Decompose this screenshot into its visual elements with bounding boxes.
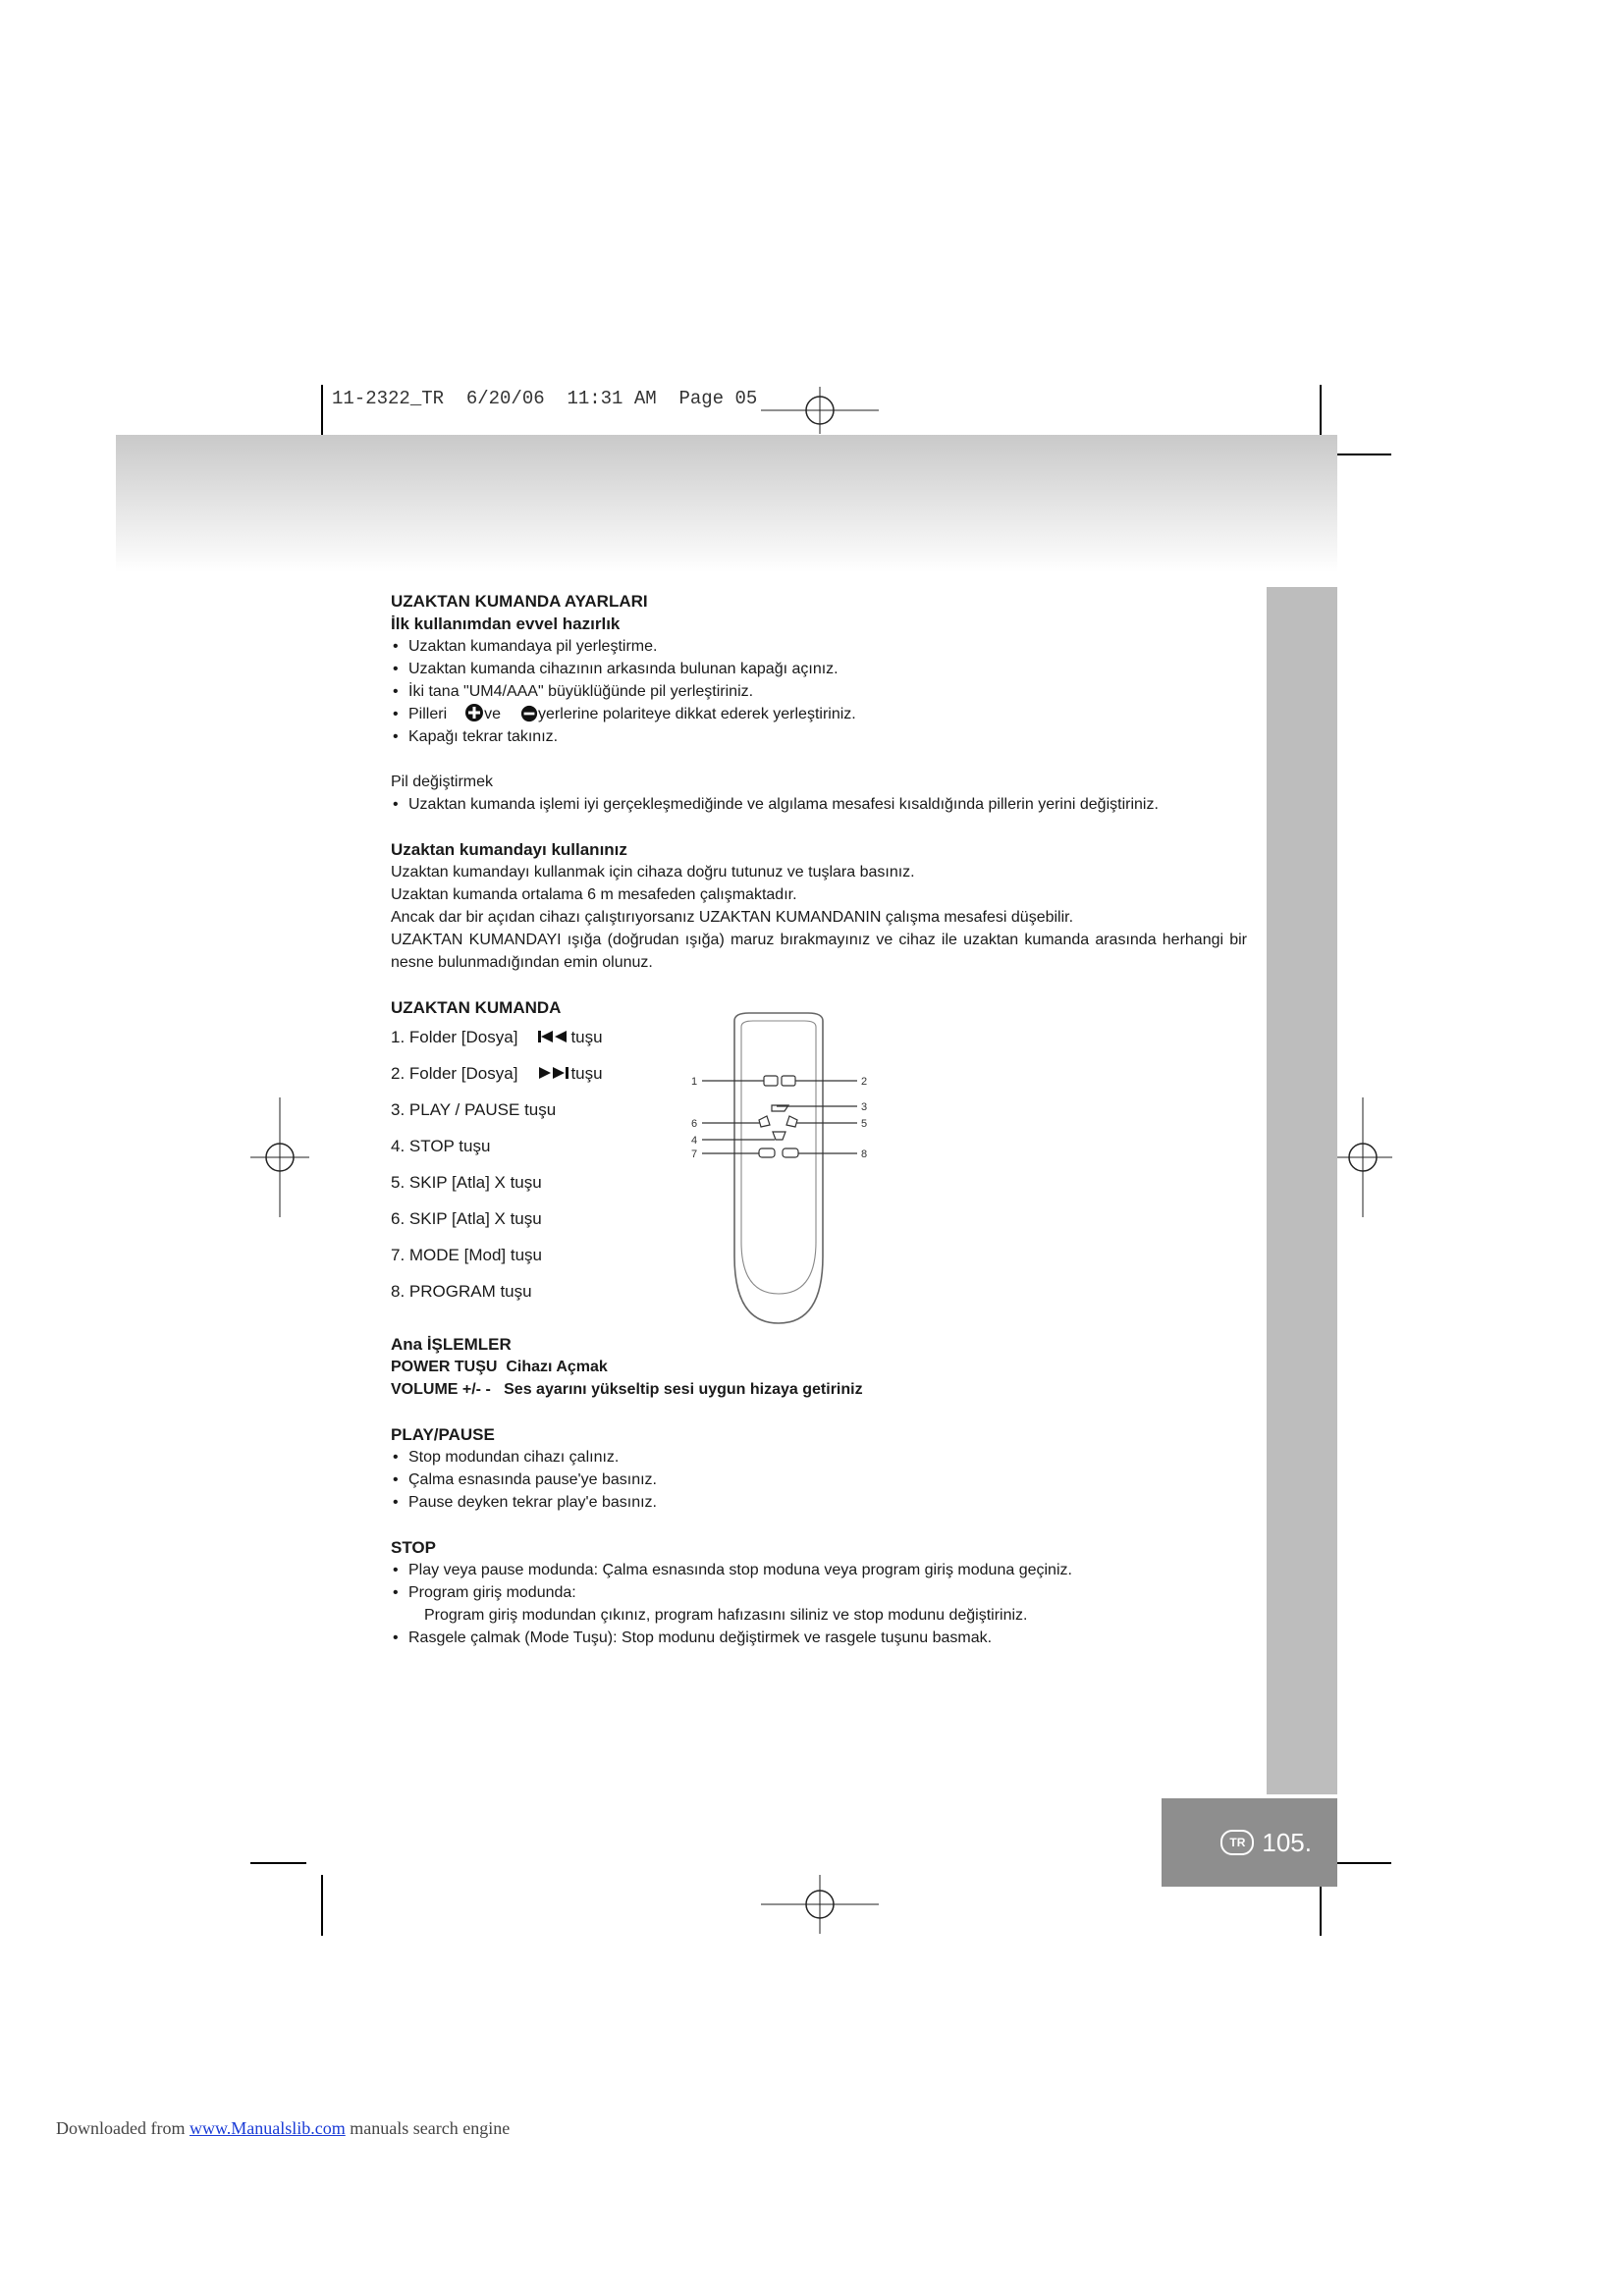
paragraph-line: Uzaktan kumandayı kullanmak için cihaza doğru tutunuz ve tuşlara basınız. bbox=[391, 864, 915, 881]
section-title: UZAKTAN KUMANDA AYARLARI bbox=[391, 592, 648, 611]
page-number: 105. bbox=[1262, 1827, 1312, 1857]
section-title: Uzaktan kumandayı kullanınız bbox=[391, 840, 627, 859]
minus-icon bbox=[520, 705, 538, 722]
remote-button-folder-next bbox=[782, 1076, 795, 1086]
remote-button-program bbox=[783, 1148, 798, 1157]
polarity-ve: ve bbox=[484, 706, 502, 722]
list-item: • Çalma esnasında pause'ye basınız. bbox=[393, 1468, 1247, 1491]
bullet-list bbox=[391, 1446, 1247, 1514]
diagram-label-2: 2 bbox=[861, 1076, 868, 1088]
registration-mark bbox=[761, 381, 879, 440]
polarity-rest: yerlerine polariteye dikkat ederek yerleştiriniz. bbox=[538, 706, 856, 722]
diagram-label-3: 3 bbox=[861, 1101, 868, 1113]
list-item: 8. PROGRAM tuşu bbox=[391, 1282, 532, 1301]
paragraph-line: Ancak dar bir açıdan cihazı çalıştırıyorsanız UZAKTAN KUMANDANIN çalışma mesafesi düşebilir. bbox=[391, 909, 1074, 926]
diagram-label-5: 5 bbox=[861, 1118, 868, 1130]
list-item: 5. SKIP [Atla] X tuşu bbox=[391, 1173, 542, 1192]
registration-mark bbox=[250, 1097, 309, 1217]
list-item: • Program giriş modunda: bbox=[393, 1581, 1247, 1604]
next-track-icon bbox=[537, 1066, 570, 1080]
power-line: POWER TUŞU Cihazı Açmak bbox=[391, 1359, 608, 1375]
diagram-label-4: 4 bbox=[691, 1135, 698, 1147]
list-item: 4. STOP tuşu bbox=[391, 1137, 491, 1155]
list-item-polarity bbox=[393, 703, 1247, 725]
crop-mark bbox=[250, 1862, 306, 1864]
bullet-list bbox=[391, 793, 1247, 816]
crop-mark bbox=[321, 385, 323, 442]
list-item: 1. Folder [Dosya] tuşu bbox=[391, 1028, 603, 1046]
list-item: 7. MODE [Mod] tuşu bbox=[391, 1246, 542, 1264]
bullet-list bbox=[391, 1627, 1247, 1649]
paragraph-line: UZAKTAN KUMANDAYI ışığa (doğrudan ışığa) maruz bırakmayınız ve cihaz ile uzaktan kumanda arasında herhangi bir nesne bulunmadığından emin olunuz. bbox=[391, 932, 1247, 971]
bullet-list bbox=[391, 635, 1247, 748]
section-title: UZAKTAN KUMANDA bbox=[391, 998, 562, 1017]
section-title: PLAY/PAUSE bbox=[391, 1425, 495, 1444]
crop-mark bbox=[1335, 454, 1391, 455]
list-item: • Stop modundan cihazı çalınız. bbox=[393, 1446, 1247, 1468]
bullet-list bbox=[391, 1559, 1247, 1604]
remote-inner-outline bbox=[741, 1021, 816, 1294]
paragraph-line: Uzaktan kumanda ortalama 6 m mesafeden çalışmaktadır. bbox=[391, 886, 797, 903]
side-tab bbox=[1267, 587, 1337, 1794]
list-item: • Play veya pause modunda: Çalma esnasında stop moduna veya program giriş moduna geçiniz. bbox=[393, 1559, 1247, 1581]
page-number-tab bbox=[1162, 1798, 1337, 1887]
footer-prefix: Downloaded from bbox=[56, 2118, 186, 2138]
list-item: 6. SKIP [Atla] X tuşu bbox=[391, 1209, 542, 1228]
list-item: • Uzaktan kumanda cihazının arkasında bulunan kapağı açınız. bbox=[393, 658, 1247, 680]
manualslib-link[interactable]: www.Manualslib.com bbox=[189, 2118, 346, 2138]
download-footer bbox=[56, 2118, 510, 2139]
print-slug: 11-2322_TR 6/20/06 11:31 AM Page 05 bbox=[332, 388, 758, 409]
registration-mark bbox=[761, 1870, 879, 1939]
section-title: Ana İŞLEMLER bbox=[391, 1335, 512, 1354]
crop-mark bbox=[1335, 1862, 1391, 1864]
diagram-label-7: 7 bbox=[691, 1148, 698, 1160]
diagram-label-6: 6 bbox=[691, 1118, 698, 1130]
diagram-label-8: 8 bbox=[861, 1148, 868, 1160]
section-title: Pil değiştirmek bbox=[391, 774, 494, 790]
plus-icon bbox=[464, 703, 484, 722]
list-item: • Uzaktan kumanda işlemi iyi gerçekleşmediğinde ve algılama mesafesi kısaldığında pillerin yerini değiştiriniz. bbox=[393, 793, 1247, 816]
remote-control-diagram bbox=[691, 1011, 896, 1325]
crop-mark bbox=[1320, 385, 1322, 442]
remote-button-folder-prev bbox=[764, 1076, 778, 1086]
list-item-text: Pilleri bbox=[408, 706, 448, 722]
diagram-label-1: 1 bbox=[691, 1076, 698, 1088]
list-item: • Rasgele çalmak (Mode Tuşu): Stop modunu değiştirmek ve rasgele tuşunu basmak. bbox=[393, 1627, 1247, 1649]
list-item: • Pause deyken tekrar play'e basınız. bbox=[393, 1491, 1247, 1514]
registration-mark bbox=[1333, 1097, 1392, 1217]
language-badge: TR bbox=[1220, 1830, 1254, 1855]
footer-suffix: manuals search engine bbox=[350, 2118, 511, 2138]
section-title: STOP bbox=[391, 1538, 436, 1557]
volume-line: VOLUME +/- - Ses ayarını yükseltip sesi uygun hizaya getiriniz bbox=[391, 1381, 863, 1398]
remote-button-mode bbox=[759, 1148, 775, 1157]
manual-content bbox=[391, 590, 1247, 1649]
remote-button-stop bbox=[773, 1132, 785, 1140]
list-item: • Kapağı tekrar takınız. bbox=[393, 725, 1247, 748]
list-item: • Uzaktan kumandaya pil yerleştirme. bbox=[393, 635, 1247, 658]
header-band bbox=[116, 435, 1337, 572]
remote-button-skip-left bbox=[759, 1116, 770, 1127]
section-subtitle: İlk kullanımdan evvel hazırlık bbox=[391, 614, 621, 633]
list-item: 2. Folder [Dosya] tuşu bbox=[391, 1064, 603, 1083]
list-item: 3. PLAY / PAUSE tuşu bbox=[391, 1100, 557, 1119]
remote-button-list bbox=[391, 1019, 603, 1309]
crop-mark bbox=[321, 1875, 323, 1936]
list-item-sub: Program giriş modundan çıkınız, program hafızasını siliniz ve stop modunu değiştiriniz. bbox=[424, 1607, 1028, 1624]
list-item: • İki tana "UM4/AAA" büyüklüğünde pil yerleştiriniz. bbox=[393, 680, 1247, 703]
previous-track-icon bbox=[537, 1030, 570, 1043]
remote-button-skip-right bbox=[786, 1116, 797, 1127]
